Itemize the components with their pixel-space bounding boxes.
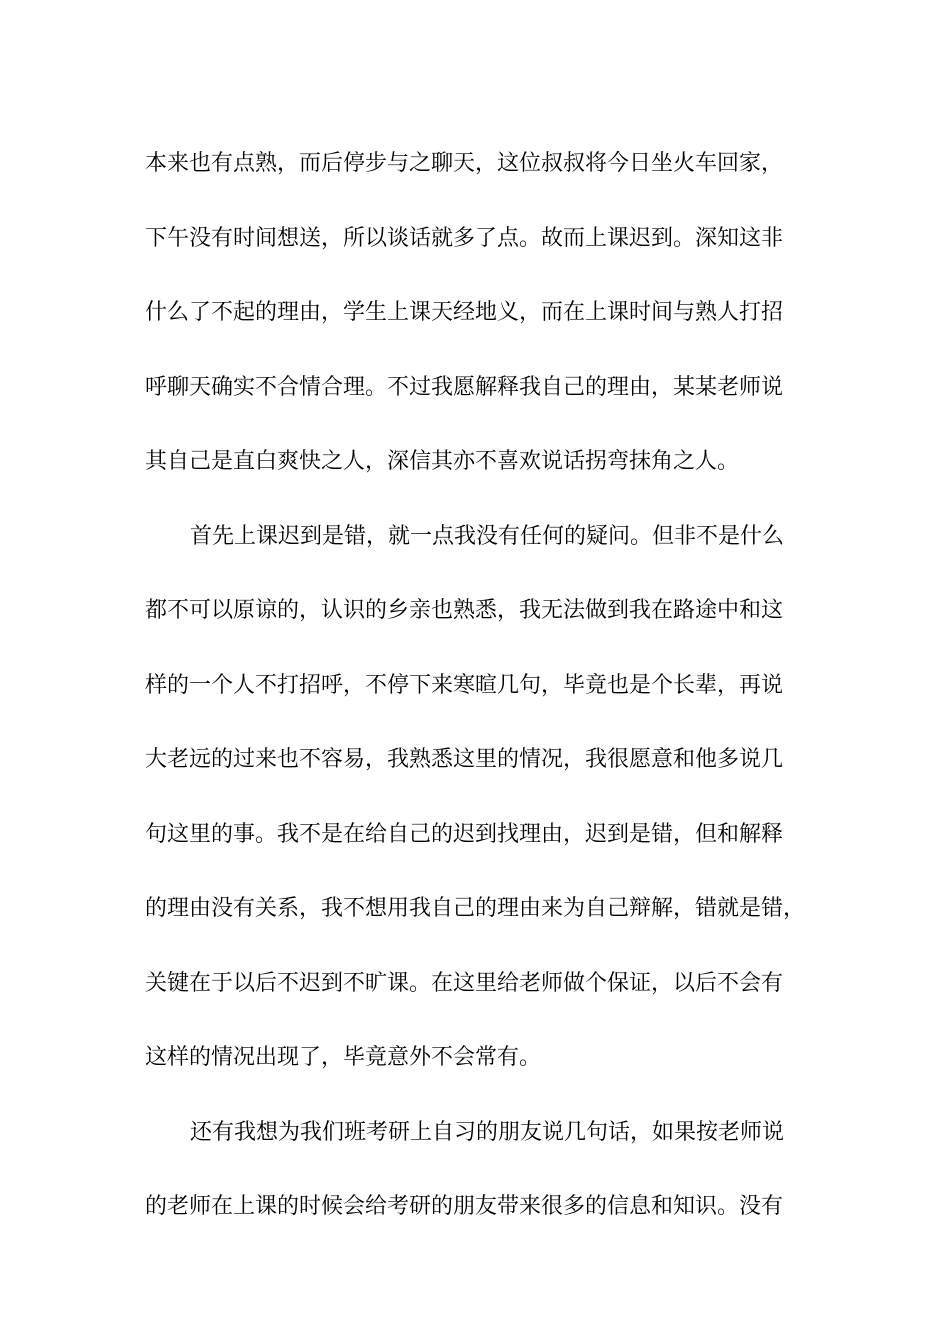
document-body: [145, 127, 835, 1245]
text-line-10: 句这里的事。我不是在给自己的迟到找理由，迟到是错，但和解释: [145, 821, 784, 847]
text-line-15: 的老师在上课的时候会给考研的朋友带来很多的信息和知识。没有: [145, 1194, 784, 1219]
text-line-14: 还有我想为我们班考研上自习的朋友说几句话，如果按老师说: [190, 1119, 785, 1145]
text-line-8: 样的一个人不打招呼，不停下来寒暄几句，毕竟也是个长辈，再说: [145, 672, 784, 698]
text-line-2: 下午没有时间想送，所以谈话就多了点。故而上课迟到。深知这非: [145, 225, 784, 251]
text-line-4: 呼聊天确实不合情合理。不过我愿解释我自己的理由，某某老师说: [145, 374, 784, 400]
text-line-3: 什么了不起的理由，学生上课天经地义，而在上课时间与熟人打招: [145, 300, 784, 325]
text-line-6: 首先上课迟到是错，就一点我没有任何的疑问。但非不是什么: [190, 523, 785, 549]
text-line-9: 大老远的过来也不容易，我熟悉这里的情况，我很愿意和他多说几: [145, 747, 784, 772]
text-line-1: 本来也有点熟，而后停步与之聊天，这位叔叔将今日坐火车回家，: [145, 151, 784, 176]
text-line-13: 这样的情况出现了，毕竟意外不会常有。: [145, 1045, 542, 1070]
text-line-11: 的理由没有关系，我不想用我自己的理由来为自己辩解，错就是错，: [145, 896, 806, 921]
text-line-12: 关键在于以后不迟到不旷课。在这里给老师做个保证，以后不会有: [145, 970, 784, 996]
text-line-5: 其自己是直白爽快之人，深信其亦不喜欢说话拐弯抹角之人。: [145, 449, 740, 474]
text-line-7: 都不可以原谅的，认识的乡亲也熟悉，我无法做到我在路途中和这: [145, 598, 784, 623]
